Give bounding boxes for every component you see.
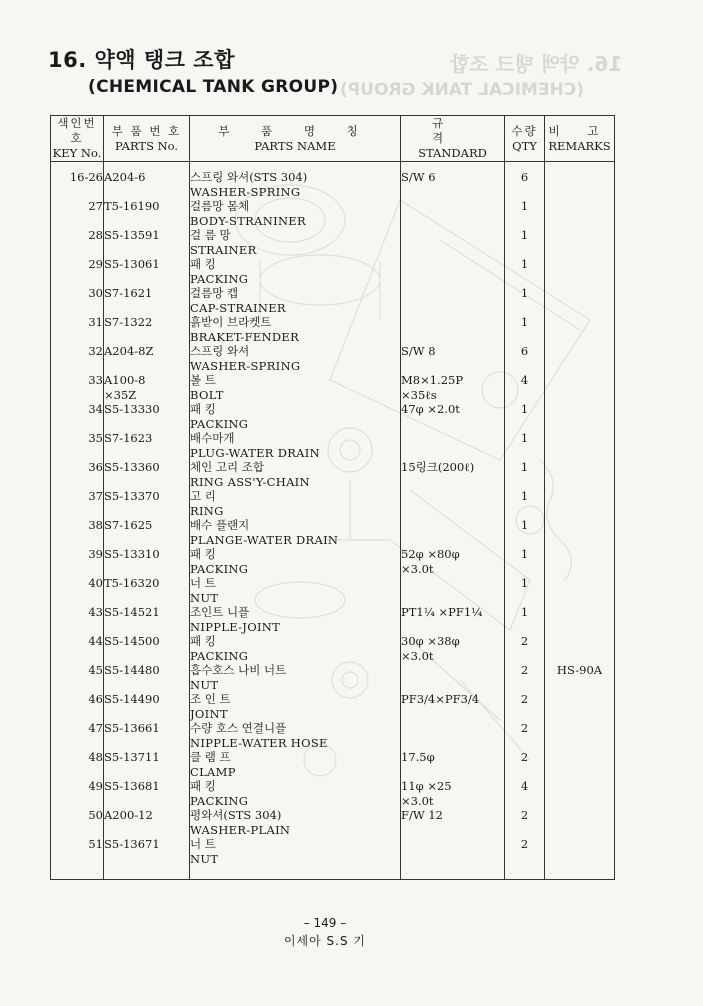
table-row (51, 402, 615, 431)
parts-table (50, 115, 615, 880)
standard (401, 663, 505, 692)
quantity: 1 (505, 547, 545, 576)
quantity: 4 (505, 373, 545, 402)
part-name-ko: 너 트 (190, 837, 216, 851)
table-row (51, 199, 615, 228)
part-name-ko: 패 킹 (190, 402, 216, 416)
key-no: 47 (51, 721, 104, 750)
standard (401, 315, 505, 344)
part-number: S7-1625 (104, 518, 190, 547)
part-name-en: BRAKET-FENDER (190, 329, 300, 344)
part-name (190, 402, 401, 431)
remarks-header: 비 고 REMARKS (545, 116, 615, 162)
part-name (190, 692, 401, 721)
table-row (51, 162, 615, 200)
remarks (545, 750, 615, 779)
key-no: 30 (51, 286, 104, 315)
part-name-en: NIPPLE-WATER HOSE (190, 735, 328, 750)
part-name (190, 460, 401, 489)
remarks (545, 286, 615, 315)
part-number: T5-16320 (104, 576, 190, 605)
part-name-en: JOINT (190, 706, 228, 721)
key-no: 49 (51, 779, 104, 808)
quantity: 1 (505, 402, 545, 431)
parts-no-header: 부 품 번 호 PARTS No. (104, 116, 190, 162)
part-name-ko: 스프링 와셔 (190, 344, 250, 358)
part-number: T5-16190 (104, 199, 190, 228)
remarks (545, 344, 615, 373)
quantity: 1 (505, 199, 545, 228)
key-no: 38 (51, 518, 104, 547)
table-row (51, 837, 615, 880)
table-body (51, 162, 615, 880)
standard: PF3/4×PF3/4 (401, 692, 505, 721)
key-no: 44 (51, 634, 104, 663)
part-number: S5-14500 (104, 634, 190, 663)
table-row (51, 692, 615, 721)
standard (401, 489, 505, 518)
table-row (51, 373, 615, 402)
key-no: 32 (51, 344, 104, 373)
table-row (51, 576, 615, 605)
part-name (190, 315, 401, 344)
part-name (190, 750, 401, 779)
part-name-ko: 패 킹 (190, 547, 216, 561)
table-row (51, 808, 615, 837)
table-row (51, 431, 615, 460)
standard (401, 837, 505, 880)
part-name (190, 286, 401, 315)
part-name-ko: 클 램 프 (190, 750, 231, 764)
standard: 15링크(200ℓ) (401, 460, 505, 489)
part-name-en: WASHER-SPRING (190, 358, 301, 373)
page-subtitle: (CHEMICAL TANK GROUP) (88, 77, 339, 97)
part-name-en: PACKING (190, 271, 249, 286)
part-number: S7-1322 (104, 315, 190, 344)
part-name-en: PACKING (190, 793, 249, 808)
remarks (545, 576, 615, 605)
part-name-ko: 흙받이 브라켓트 (190, 315, 272, 329)
part-name-en: PLUG-WATER DRAIN (190, 445, 320, 460)
standard (401, 576, 505, 605)
part-number: S5-13310 (104, 547, 190, 576)
part-name-en: NUT (190, 590, 219, 605)
qty-header: 수량 QTY (505, 116, 545, 162)
remarks (545, 373, 615, 402)
part-name-en: BOLT (190, 387, 224, 402)
key-no: 48 (51, 750, 104, 779)
part-name-ko: 너 트 (190, 576, 216, 590)
quantity: 1 (505, 489, 545, 518)
standard: S/W 6 (401, 162, 505, 200)
remarks (545, 460, 615, 489)
part-number: S7-1621 (104, 286, 190, 315)
standard: 17.5φ (401, 750, 505, 779)
key-no: 33 (51, 373, 104, 402)
part-name (190, 518, 401, 547)
page-number: – 149 – (303, 916, 347, 930)
key-no: 40 (51, 576, 104, 605)
quantity: 1 (505, 286, 545, 315)
part-number: S5-13370 (104, 489, 190, 518)
part-number: S5-13671 (104, 837, 190, 880)
part-number: S5-14480 (104, 663, 190, 692)
part-name-ko: 수량 호스 연결니플 (190, 721, 287, 735)
part-number: A200-12 (104, 808, 190, 837)
part-name-ko: 평와셔(STS 304) (190, 808, 282, 822)
table-row (51, 489, 615, 518)
part-name (190, 199, 401, 228)
table-row (51, 228, 615, 257)
quantity: 1 (505, 431, 545, 460)
key-no: 50 (51, 808, 104, 837)
remarks (545, 199, 615, 228)
part-name-ko: 걸름망 캡 (190, 286, 239, 300)
remarks (545, 547, 615, 576)
standard (401, 518, 505, 547)
remarks (545, 518, 615, 547)
standard (401, 257, 505, 286)
key-no: 34 (51, 402, 104, 431)
key-no: 39 (51, 547, 104, 576)
publisher-brand: 이세아 S.S 기 (283, 934, 367, 948)
table-row (51, 634, 615, 663)
key-no: 35 (51, 431, 104, 460)
part-name (190, 162, 401, 200)
part-name-ko: 조 인 트 (190, 692, 231, 706)
part-name-en: RING ASS'Y-CHAIN (190, 474, 310, 489)
standard: F/W 12 (401, 808, 505, 837)
table-row (51, 779, 615, 808)
standard: 30φ ×38φ ×3.0t (401, 634, 505, 663)
part-name-ko: 패 킹 (190, 779, 216, 793)
remarks (545, 634, 615, 663)
table-row (51, 257, 615, 286)
key-no: 29 (51, 257, 104, 286)
table-row (51, 721, 615, 750)
key-no: 27 (51, 199, 104, 228)
table-row (51, 315, 615, 344)
quantity: 1 (505, 576, 545, 605)
remarks (545, 228, 615, 257)
page-title: 16. 약액 탱크 조합 (48, 48, 235, 72)
standard: 47φ ×2.0t (401, 402, 505, 431)
part-name-ko: 패 킹 (190, 634, 216, 648)
part-number: S5-13061 (104, 257, 190, 286)
quantity: 4 (505, 779, 545, 808)
table-row (51, 460, 615, 489)
part-number: S5-13681 (104, 779, 190, 808)
table-row (51, 663, 615, 692)
part-number: S7-1623 (104, 431, 190, 460)
part-name (190, 721, 401, 750)
remarks (545, 162, 615, 200)
part-number: S5-13661 (104, 721, 190, 750)
key-no: 37 (51, 489, 104, 518)
part-name-en: BODY-STRANINER (190, 213, 306, 228)
part-name-ko: 고 리 (190, 489, 216, 503)
part-name (190, 663, 401, 692)
part-name-ko: 걸름망 몸체 (190, 199, 250, 213)
standard (401, 286, 505, 315)
table-row (51, 286, 615, 315)
part-name-ko: 패 킹 (190, 257, 216, 271)
part-number: S5-13360 (104, 460, 190, 489)
part-name-ko: 걸 름 망 (190, 228, 231, 242)
part-name-en: PACKING (190, 416, 249, 431)
part-number: A204-8Z (104, 344, 190, 373)
part-name-en: RING (190, 503, 224, 518)
part-name (190, 489, 401, 518)
key-no-header: 색인번호 KEY No. (51, 116, 104, 162)
quantity: 1 (505, 315, 545, 344)
part-name-ko: 스프링 와셔(STS 304) (190, 170, 308, 184)
key-no: 45 (51, 663, 104, 692)
table-row (51, 750, 615, 779)
key-no: 31 (51, 315, 104, 344)
quantity: 1 (505, 228, 545, 257)
key-no: 46 (51, 692, 104, 721)
quantity: 2 (505, 750, 545, 779)
table-row (51, 547, 615, 576)
table-row (51, 344, 615, 373)
quantity: 1 (505, 460, 545, 489)
part-name (190, 257, 401, 286)
part-name-ko: 볼 트 (190, 373, 216, 387)
key-no: 43 (51, 605, 104, 634)
remarks (545, 692, 615, 721)
part-name (190, 431, 401, 460)
bleed-through-subtitle: (CHEMICAL TANK GROUP) (340, 80, 584, 100)
part-number: A204-6 (104, 162, 190, 200)
parts-name-header: 부 품 명 칭 PARTS NAME (190, 116, 401, 162)
quantity: 1 (505, 605, 545, 634)
quantity: 2 (505, 721, 545, 750)
part-name-ko: 체인 고리 조합 (190, 460, 264, 474)
part-name (190, 605, 401, 634)
part-name-en: WASHER-SPRING (190, 184, 301, 199)
remarks (545, 779, 615, 808)
remarks (545, 489, 615, 518)
quantity: 2 (505, 634, 545, 663)
quantity: 2 (505, 808, 545, 837)
part-name-ko: 배수마개 (190, 431, 235, 445)
key-no: 28 (51, 228, 104, 257)
remarks: HS-90A (545, 663, 615, 692)
key-no: 51 (51, 837, 104, 880)
part-name-ko: 배수 플랜지 (190, 518, 250, 532)
part-name-en: PACKING (190, 561, 249, 576)
part-name-en: WASHER-PLAIN (190, 822, 291, 837)
part-name (190, 547, 401, 576)
standard: 11φ ×25 ×3.0t (401, 779, 505, 808)
remarks (545, 605, 615, 634)
part-number: S5-14490 (104, 692, 190, 721)
part-number: S5-13711 (104, 750, 190, 779)
standard: S/W 8 (401, 344, 505, 373)
standard: PT1¼ ×PF1¼ (401, 605, 505, 634)
table-header (51, 116, 615, 162)
remarks (545, 402, 615, 431)
part-name (190, 779, 401, 808)
bleed-through-title: 16. 약액 탱크 조합 (450, 52, 623, 76)
table-row (51, 518, 615, 547)
remarks (545, 721, 615, 750)
part-name-ko: 흡수호스 나비 너트 (190, 663, 287, 677)
part-name (190, 808, 401, 837)
quantity: 6 (505, 162, 545, 200)
remarks (545, 257, 615, 286)
standard: 52φ ×80φ ×3.0t (401, 547, 505, 576)
part-name-ko: 조인트 니플 (190, 605, 250, 619)
part-name-en: PLANGE-WATER DRAIN (190, 532, 339, 547)
part-number: S5-14521 (104, 605, 190, 634)
part-name-en: CLAMP (190, 764, 236, 779)
part-number: S5-13330 (104, 402, 190, 431)
quantity: 2 (505, 663, 545, 692)
quantity: 1 (505, 518, 545, 547)
part-name (190, 228, 401, 257)
part-name-en: STRAINER (190, 242, 257, 257)
part-number: S5-13591 (104, 228, 190, 257)
table-row (51, 605, 615, 634)
quantity: 6 (505, 344, 545, 373)
standard (401, 228, 505, 257)
part-name-en: PACKING (190, 648, 249, 663)
key-no: 16-26 (51, 162, 104, 200)
part-name-en: NUT (190, 677, 219, 692)
part-number: A100-8 ×35Z (104, 373, 190, 402)
part-name-en: CAP-STRAINER (190, 300, 286, 315)
remarks (545, 315, 615, 344)
part-name (190, 373, 401, 402)
standard: M8×1.25P ×35ℓs (401, 373, 505, 402)
part-name-en: NIPPLE-JOINT (190, 619, 281, 634)
standard (401, 199, 505, 228)
part-name (190, 344, 401, 373)
part-name (190, 576, 401, 605)
remarks (545, 808, 615, 837)
quantity: 1 (505, 257, 545, 286)
part-name-en: NUT (190, 851, 219, 866)
part-name (190, 634, 401, 663)
quantity: 2 (505, 837, 545, 880)
standard-header: 규 격 STANDARD (401, 116, 505, 162)
remarks (545, 431, 615, 460)
quantity: 2 (505, 692, 545, 721)
part-name (190, 837, 401, 880)
remarks (545, 837, 615, 880)
standard (401, 721, 505, 750)
key-no: 36 (51, 460, 104, 489)
standard (401, 431, 505, 460)
